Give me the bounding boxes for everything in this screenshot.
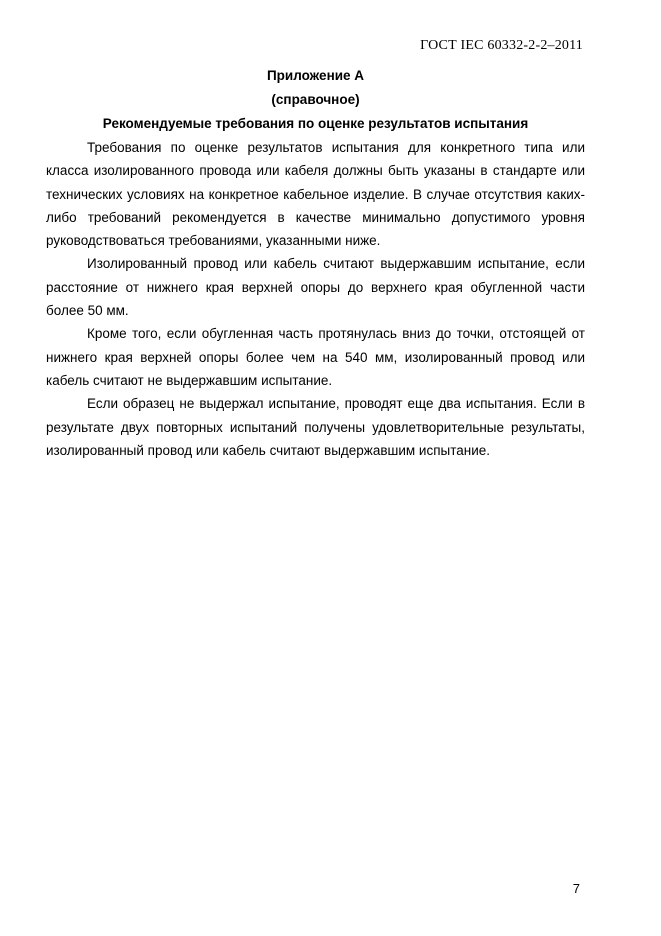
body-text xyxy=(46,136,585,462)
paragraph: Кроме того, если обугленная часть протянулась вниз до точки, отстоящей от нижнего края верхней опоры более чем на 540 мм, изолированный провод или кабель считают не выдержавшим испытание. xyxy=(46,326,585,388)
paragraph: Требования по оценке результатов испытания для конкретного типа или класса изолированного провода или кабеля должны быть указаны в стандарте или технических условиях на конкретное кабельное изделие. В случае отсутствия каких-либо требований рекомендуется в качестве минимально допустимого уровня руководствоваться требованиями, указанными ниже. xyxy=(46,140,585,249)
paragraph: Изолированный провод или кабель считают выдержавшим испытание, если расстояние от нижнего края верхней опоры до верхнего края обугленной части более 50 мм. xyxy=(46,256,585,319)
appendix-note: (справочное) xyxy=(271,92,360,107)
appendix-heading: Приложение А xyxy=(266,68,365,83)
page-number: 7 xyxy=(572,881,580,896)
section-title: Рекомендуемые требования по оценке результатов испытания xyxy=(102,116,529,131)
paragraph: Если образец не выдержал испытание, проводят еще два испытания. Если в результате двух повторных испытаний получены удовлетворительные результаты, изолированный провод или кабель считают выдержавшим испытание. xyxy=(46,396,585,458)
document-code: ГОСТ IEC 60332-2-2–2011 xyxy=(420,38,583,53)
